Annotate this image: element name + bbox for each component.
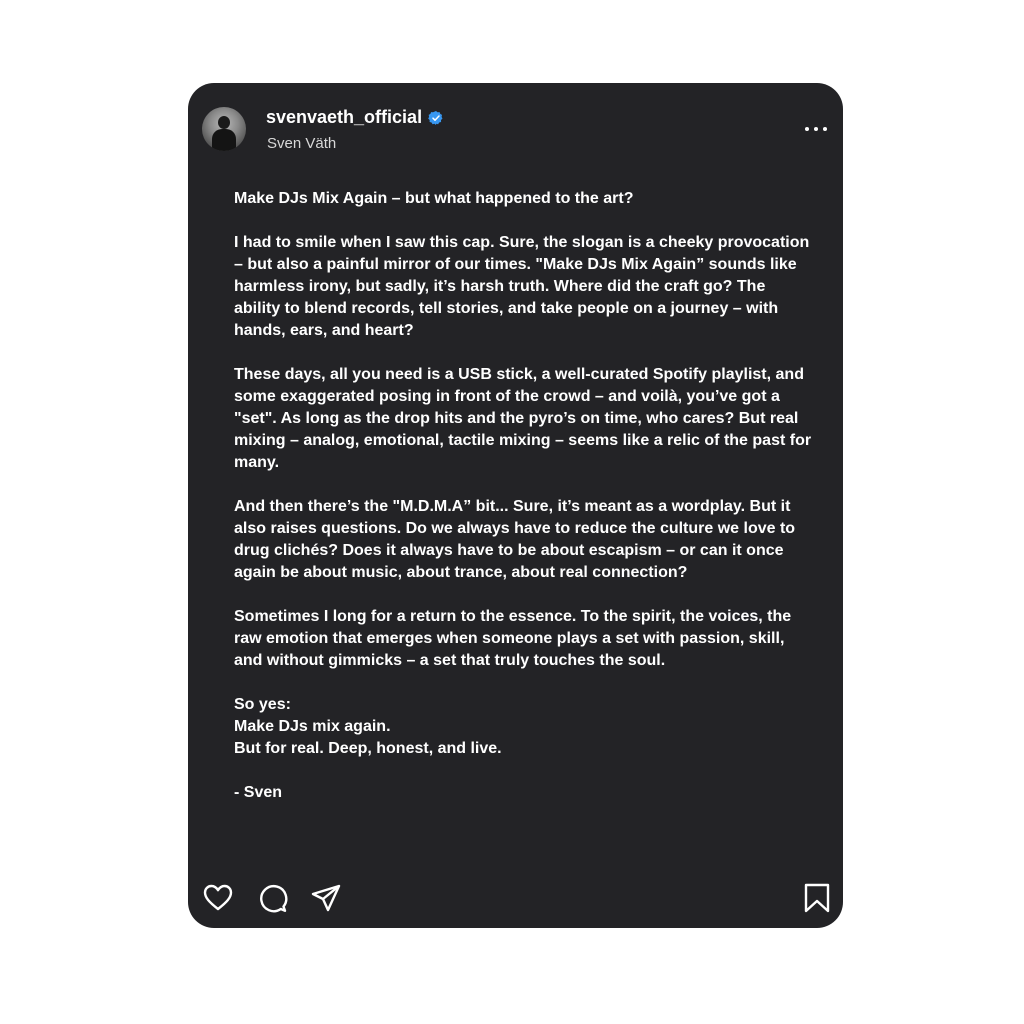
caption-closing-3: But for real. Deep, honest, and live.: [234, 740, 502, 757]
verified-badge-icon: [428, 110, 444, 126]
display-name: Sven Väth: [267, 135, 337, 152]
bookmark-icon[interactable]: [803, 882, 831, 914]
avatar-figure-head: [218, 116, 230, 129]
avatar-figure-body: [212, 129, 236, 151]
post-header: [266, 107, 444, 128]
comment-bubble-icon[interactable]: [256, 882, 288, 914]
post-caption: [234, 188, 814, 826]
caption-closing-2: Make DJs mix again.: [234, 718, 391, 735]
caption-paragraph-3: And then there’s the "M.D.M.A” bit... Sure, it’s meant as a wordplay. But it also raises questions. Do we always have to reduce the culture we love to drug clichés? Does it always have to be about escapism – or can it once again be about music, about trance, about real connection?: [234, 498, 796, 581]
username[interactable]: svenvaeth_official: [266, 107, 423, 127]
post-card: [188, 83, 843, 928]
caption-paragraph-4: Sometimes I long for a return to the essence. To the spirit, the voices, the raw emotion that emerges when someone plays a set with passion, skill, and without gimmicks – a set that truly touches the soul.: [234, 608, 792, 669]
heart-icon[interactable]: [202, 882, 234, 914]
avatar[interactable]: [202, 107, 246, 151]
caption-paragraph-2: These days, all you need is a USB stick, a well-curated Spotify playlist, and some exaggerated posing in front of the crowd – and voilà, you’ve got a "set". As long as the drop hits and the pyro’s on time, who cares? But real mixing – analog, emotional, tactile mixing – seems like a relic of the past for many.: [234, 366, 812, 471]
caption-paragraph-1: I had to smile when I saw this cap. Sure, the slogan is a cheeky provocation – but also a painful mirror of our times. "Make DJs Mix Again” sounds like harmless irony, but sadly, it’s harsh truth. Where did the craft go? The ability to blend records, tell stories, and take people on a journey – with hands, ears, and heart?: [234, 234, 810, 339]
caption-title: Make DJs Mix Again – but what happened to the art?: [234, 190, 634, 207]
action-bar: [202, 882, 342, 914]
caption-signature: - Sven: [234, 784, 283, 801]
caption-closing-1: So yes:: [234, 696, 291, 713]
paper-plane-icon[interactable]: [310, 882, 342, 914]
more-horizontal-icon[interactable]: [805, 119, 827, 139]
